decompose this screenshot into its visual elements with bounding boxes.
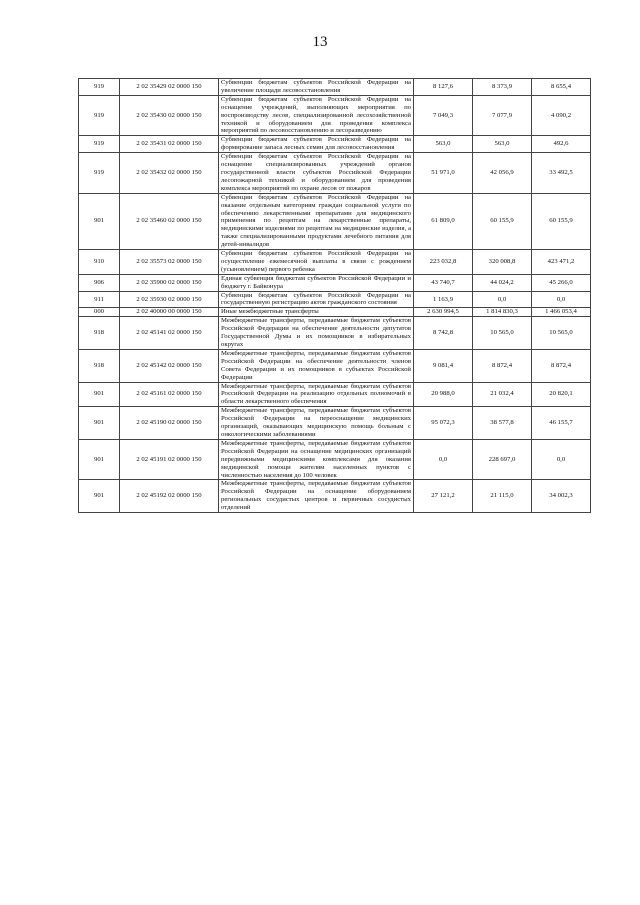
- description-cell: Межбюджетные трансферты, передаваемые бюджетам субъектов Российской Федерации на обеспечение деятельности депутатов Государственной Думы и их помощников в избирательных округах: [219, 317, 414, 350]
- amount-year3-cell: 10 565,0: [532, 317, 591, 350]
- table-row: [79, 95, 591, 136]
- amount-year2-cell: 10 565,0: [473, 317, 532, 350]
- description-cell: Межбюджетные трансферты, передаваемые бюджетам субъектов Российской Федерации на обеспечение деятельности членов Совета Федерации и их помощников в субъектах Российской Федерации: [219, 349, 414, 382]
- amount-year1-cell: 2 630 994,5: [414, 308, 473, 317]
- amount-year3-cell: 4 090,2: [532, 95, 591, 136]
- budget-code-cell: 2 02 35432 02 0000 150: [120, 153, 219, 194]
- admin-code-cell: 918: [79, 317, 120, 350]
- amount-year1-cell: 20 988,0: [414, 382, 473, 407]
- amount-year2-cell: 320 008,8: [473, 250, 532, 275]
- description-cell: Межбюджетные трансферты, передаваемые бюджетам субъектов Российской Федерации на оснащение медицинских организаций передвижными медицинскими комплексами для оказания медицинской помощи жителям населенных пунктов с численностью населения до 100 человек: [219, 439, 414, 480]
- table-row: [79, 274, 591, 291]
- admin-code-cell: 901: [79, 407, 120, 440]
- description-cell: Субвенции бюджетам субъектов Российской Федерации на государственную регистрацию актов гражданского состояния: [219, 291, 414, 308]
- amount-year3-cell: 34 002,3: [532, 480, 591, 513]
- amount-year3-cell: 423 471,2: [532, 250, 591, 275]
- amount-year1-cell: 43 740,7: [414, 274, 473, 291]
- amount-year1-cell: 223 032,8: [414, 250, 473, 275]
- amount-year1-cell: 8 742,8: [414, 317, 473, 350]
- budget-code-cell: 2 02 45192 02 0000 150: [120, 480, 219, 513]
- description-cell: Субвенции бюджетам субъектов Российской Федерации на увеличение площади лесовосстановления: [219, 79, 414, 96]
- amount-year3-cell: 20 820,1: [532, 382, 591, 407]
- table-body: [79, 79, 591, 513]
- amount-year2-cell: 60 155,9: [473, 193, 532, 249]
- table-row: [79, 193, 591, 249]
- table-row: [79, 308, 591, 317]
- amount-year2-cell: 8 373,9: [473, 79, 532, 96]
- table-row: [79, 480, 591, 513]
- description-cell: Субвенции бюджетам субъектов Российской Федерации на осуществление ежемесячной выплаты в связи с рождением (усыновлением) первого ребенка: [219, 250, 414, 275]
- description-cell: Единая субвенция бюджетам субъектов Российской Федерации и бюджету г. Байконура: [219, 274, 414, 291]
- amount-year3-cell: 8 655,4: [532, 79, 591, 96]
- amount-year2-cell: 563,0: [473, 136, 532, 153]
- table-row: [79, 439, 591, 480]
- budget-code-cell: 2 02 45142 02 0000 150: [120, 349, 219, 382]
- admin-code-cell: 901: [79, 439, 120, 480]
- table-row: [79, 79, 591, 96]
- amount-year1-cell: 563,0: [414, 136, 473, 153]
- description-cell: Субвенции бюджетам субъектов Российской Федерации на оснащение учреждений, выполняющих мероприятия по воспроизводству лесов, специализированной лесохозяйственной техникой и оборудованием для проведения комплекса мероприятий по лесовосстановлению и лесоразведению: [219, 95, 414, 136]
- amount-year3-cell: 1 466 053,4: [532, 308, 591, 317]
- amount-year1-cell: 51 971,0: [414, 153, 473, 194]
- description-cell: Субвенции бюджетам субъектов Российской Федерации на формирование запаса лесных семян для лесовосстановления: [219, 136, 414, 153]
- table-row: [79, 407, 591, 440]
- amount-year1-cell: 95 072,3: [414, 407, 473, 440]
- budget-code-cell: 2 02 35430 02 0000 150: [120, 95, 219, 136]
- admin-code-cell: 919: [79, 153, 120, 194]
- amount-year1-cell: 9 081,4: [414, 349, 473, 382]
- budget-code-cell: 2 02 35573 02 0000 150: [120, 250, 219, 275]
- budget-code-cell: 2 02 45191 02 0000 150: [120, 439, 219, 480]
- amount-year1-cell: 1 163,9: [414, 291, 473, 308]
- budget-code-cell: 2 02 35930 02 0000 150: [120, 291, 219, 308]
- table-row: [79, 153, 591, 194]
- description-cell: Межбюджетные трансферты, передаваемые бюджетам субъектов Российской Федерации на оснащение оборудованием региональных сосудистых центров и первичных сосудистых отделений: [219, 480, 414, 513]
- description-cell: Субвенции бюджетам субъектов Российской Федерации на оснащение специализированных учреждений органов государственной власти субъектов Российской Федерации лесопожарной техникой и оборудованием для проведения комплекса мероприятий по охране лесов от пожаров: [219, 153, 414, 194]
- table-row: [79, 382, 591, 407]
- amount-year3-cell: 46 155,7: [532, 407, 591, 440]
- description-cell: Межбюджетные трансферты, передаваемые бюджетам субъектов Российской Федерации на реализацию отдельных полномочий в области лекарственного обеспечения: [219, 382, 414, 407]
- amount-year1-cell: 7 049,3: [414, 95, 473, 136]
- budget-code-cell: 2 02 45161 02 0000 150: [120, 382, 219, 407]
- amount-year2-cell: 1 814 830,3: [473, 308, 532, 317]
- amount-year2-cell: 0,0: [473, 291, 532, 308]
- amount-year3-cell: 33 492,5: [532, 153, 591, 194]
- amount-year1-cell: 8 127,6: [414, 79, 473, 96]
- admin-code-cell: 901: [79, 193, 120, 249]
- admin-code-cell: 910: [79, 250, 120, 275]
- table-row: [79, 317, 591, 350]
- amount-year2-cell: 42 056,9: [473, 153, 532, 194]
- amount-year2-cell: 8 872,4: [473, 349, 532, 382]
- amount-year2-cell: 21 032,4: [473, 382, 532, 407]
- admin-code-cell: 919: [79, 79, 120, 96]
- amount-year3-cell: 8 872,4: [532, 349, 591, 382]
- budget-code-cell: 2 02 45141 02 0000 150: [120, 317, 219, 350]
- amount-year2-cell: 7 077,9: [473, 95, 532, 136]
- amount-year3-cell: 492,6: [532, 136, 591, 153]
- amount-year2-cell: 21 115,0: [473, 480, 532, 513]
- amount-year2-cell: 38 577,8: [473, 407, 532, 440]
- admin-code-cell: 911: [79, 291, 120, 308]
- table-row: [79, 291, 591, 308]
- budget-revenue-table: [78, 78, 591, 513]
- budget-code-cell: 2 02 45190 02 0000 150: [120, 407, 219, 440]
- description-cell: Межбюджетные трансферты, передаваемые бюджетам субъектов Российской Федерации на переоснащение медицинских организаций, оказывающих медицинскую помощь больным с онкологическими заболеваниями: [219, 407, 414, 440]
- budget-code-cell: 2 02 35431 02 0000 150: [120, 136, 219, 153]
- page-number: 13: [312, 34, 328, 50]
- admin-code-cell: 000: [79, 308, 120, 317]
- amount-year3-cell: 0,0: [532, 439, 591, 480]
- description-cell: Субвенции бюджетам субъектов Российской Федерации на оказание отдельным категориям граждан социальной услуги по обеспечению лекарственными препаратами для медицинского применения по рецептам на лекарственные препараты, медицинскими изделиями по рецептам на медицинские изделия, а также специализированными продуктами лечебного питания для детей-инвалидов: [219, 193, 414, 249]
- amount-year3-cell: 0,0: [532, 291, 591, 308]
- table-row: [79, 250, 591, 275]
- admin-code-cell: 918: [79, 349, 120, 382]
- budget-code-cell: 2 02 35460 02 0000 150: [120, 193, 219, 249]
- admin-code-cell: 919: [79, 95, 120, 136]
- table-row: [79, 349, 591, 382]
- amount-year3-cell: 45 266,0: [532, 274, 591, 291]
- admin-code-cell: 906: [79, 274, 120, 291]
- budget-code-cell: 2 02 40000 00 0000 150: [120, 308, 219, 317]
- amount-year2-cell: 44 024,2: [473, 274, 532, 291]
- budget-code-cell: 2 02 35900 02 0000 150: [120, 274, 219, 291]
- admin-code-cell: 919: [79, 136, 120, 153]
- budget-code-cell: 2 02 35429 02 0000 150: [120, 79, 219, 96]
- amount-year2-cell: 228 697,0: [473, 439, 532, 480]
- admin-code-cell: 901: [79, 382, 120, 407]
- amount-year1-cell: 27 121,2: [414, 480, 473, 513]
- amount-year1-cell: 0,0: [414, 439, 473, 480]
- description-cell: Иные межбюджетные трансферты: [219, 308, 414, 317]
- admin-code-cell: 901: [79, 480, 120, 513]
- amount-year3-cell: 60 155,9: [532, 193, 591, 249]
- amount-year1-cell: 61 809,0: [414, 193, 473, 249]
- table-row: [79, 136, 591, 153]
